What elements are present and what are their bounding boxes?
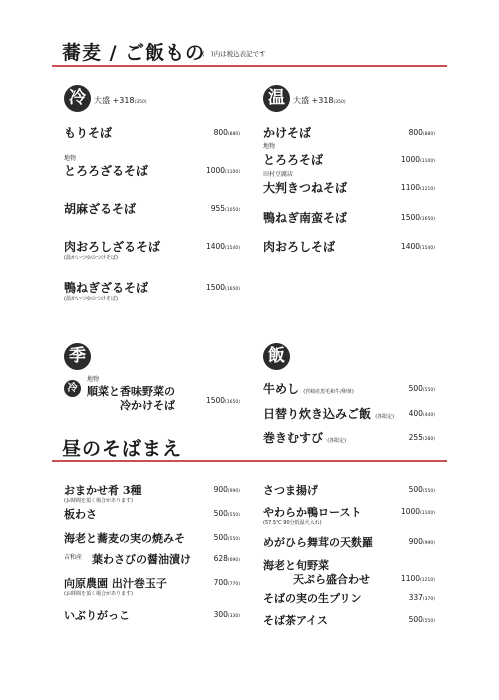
lunch-item-name: いぶりがっこ [64,609,130,622]
tax-note: ( )内は税込表記です [202,50,266,58]
lunch-item-note: (お時間を頂く場合があります) [64,498,133,504]
warm-item-price: 1000(1100) [400,155,435,164]
season-cold-badge: 冷 [64,380,81,397]
header-divider [52,65,447,67]
lunch-item-price: 900(990) [213,485,240,494]
rice-item-price: 400(440) [408,409,435,418]
season-item-prefix: 地物 [87,376,100,383]
rice-item-price: 500(550) [408,384,435,393]
warm-item-name: 大判きつねそば [263,181,348,195]
lunch-item-name: 海老と蕎麦の実の焼みそ [64,532,185,545]
rice-item-note: (各限定) [375,414,395,420]
cold-item-prefix: 地物 [64,155,77,162]
warm-item-price: 1100(1210) [400,183,435,192]
lunch-item-price: 500(550) [408,615,435,624]
cold-item-name: 胡麻ざるそば [64,202,137,216]
warm-item-price: 1500(1650) [400,213,435,222]
cold-item-name: とろろざるそば [64,164,149,178]
lunch-item-price: 300(330) [213,610,240,619]
warm-item-price: 1400(1540) [400,242,435,251]
warm-item-prefix: 田村豆腐店 [263,171,294,178]
warm-item-name: 鴨ねぎ南蛮そば [263,211,348,225]
cold-item-price: 955(1050) [210,204,240,213]
rice-item-name: 日替り炊き込みご飯 (各限定) [263,407,395,421]
warm-size-note: 大盛 +318(350) [293,96,346,105]
cold-item-note: (温かいつゆのつけそば) [64,296,118,302]
lunch-item-price: 500(550) [213,509,240,518]
cold-size-note: 大盛 +318(350) [94,96,147,105]
lunch-item-name: やわらか鴨ロースト [263,506,362,519]
lunch-item-note: (お時間を頂く場合があります) [64,591,133,597]
cold-item-price: 800(880) [213,128,240,137]
season-item-price: 1500(1650) [205,396,240,405]
lunch-item-price: 500(550) [408,485,435,494]
season-badge: 季 [64,343,91,370]
warm-item-price: 800(880) [408,128,435,137]
lunch-item-name: さつま揚げ [263,484,318,497]
lunch-item-price: 628(690) [213,554,240,563]
warm-item-name: 肉おろしそば [263,240,336,254]
cold-item-note: (温かいつゆのつけそば) [64,255,118,261]
cold-item-price: 1500(1650) [205,283,240,292]
lunch-item-name: 海老と旬野菜 [263,559,329,572]
lunch-item-name: そば茶アイス [263,614,328,627]
lunch-item-price: 900(990) [408,537,435,546]
lunch-item-price: 1000(1100) [400,507,435,516]
rice-item-note: (各限定) [327,438,347,444]
lunch-item-name: めがひら舞茸の天麩羅 [263,536,373,549]
lunch-item-note: (57.5℃ 90分低温火入れ) [263,520,322,526]
lunch-item-price: 1100(1210) [400,574,435,583]
page-title: 蕎麦 / ご飯もの [62,42,206,64]
cold-badge: 冷 [64,85,91,112]
lunch-item-name: 向原農園 出汁巻玉子 [64,577,167,590]
warm-item-name: かけそば [263,126,312,140]
rice-item-note: (宮崎産黒毛和牛/卵黄) [303,389,354,395]
lunch-item-name-line2: 天ぷら盛合わせ [293,573,370,586]
lunch-item-price: 700(770) [213,578,240,587]
lunch-item-name: 葉わさびの醤油漬け [92,553,191,566]
warm-item-prefix: 地物 [263,143,276,150]
rice-item-name: 巻きむすび (各限定) [263,431,347,445]
rice-badge: 飯 [263,343,290,370]
season-item-name-line2: 冷かけそば [120,399,175,412]
cold-item-name: もりそば [64,126,113,140]
cold-item-price: 1000(1100) [205,166,240,175]
lunch-item-price: 337(370) [408,593,435,602]
cold-item-name: 肉おろしざるそば [64,240,161,254]
lunch-title: 昼のそばまえ [62,438,183,460]
lunch-item-name: そばの実の生プリン [263,592,362,605]
lunch-divider [52,460,447,462]
warm-item-name: とろろそば [263,153,324,167]
rice-item-price: 255(280) [408,433,435,442]
warm-badge: 温 [263,85,290,112]
cold-item-price: 1400(1540) [205,242,240,251]
season-item-name-line1: 順菜と香味野菜の [87,385,175,398]
cold-item-name: 鴨ねぎざるそば [64,281,149,295]
lunch-item-price: 500(550) [213,533,240,542]
lunch-item-prefix: 吉和産 [64,554,83,561]
rice-item-name: 牛めし (宮崎産黒毛和牛/卵黄) [263,382,354,396]
lunch-item-name: おまかせ肴 3種 [64,484,142,497]
lunch-item-name: 板わさ [64,508,97,521]
